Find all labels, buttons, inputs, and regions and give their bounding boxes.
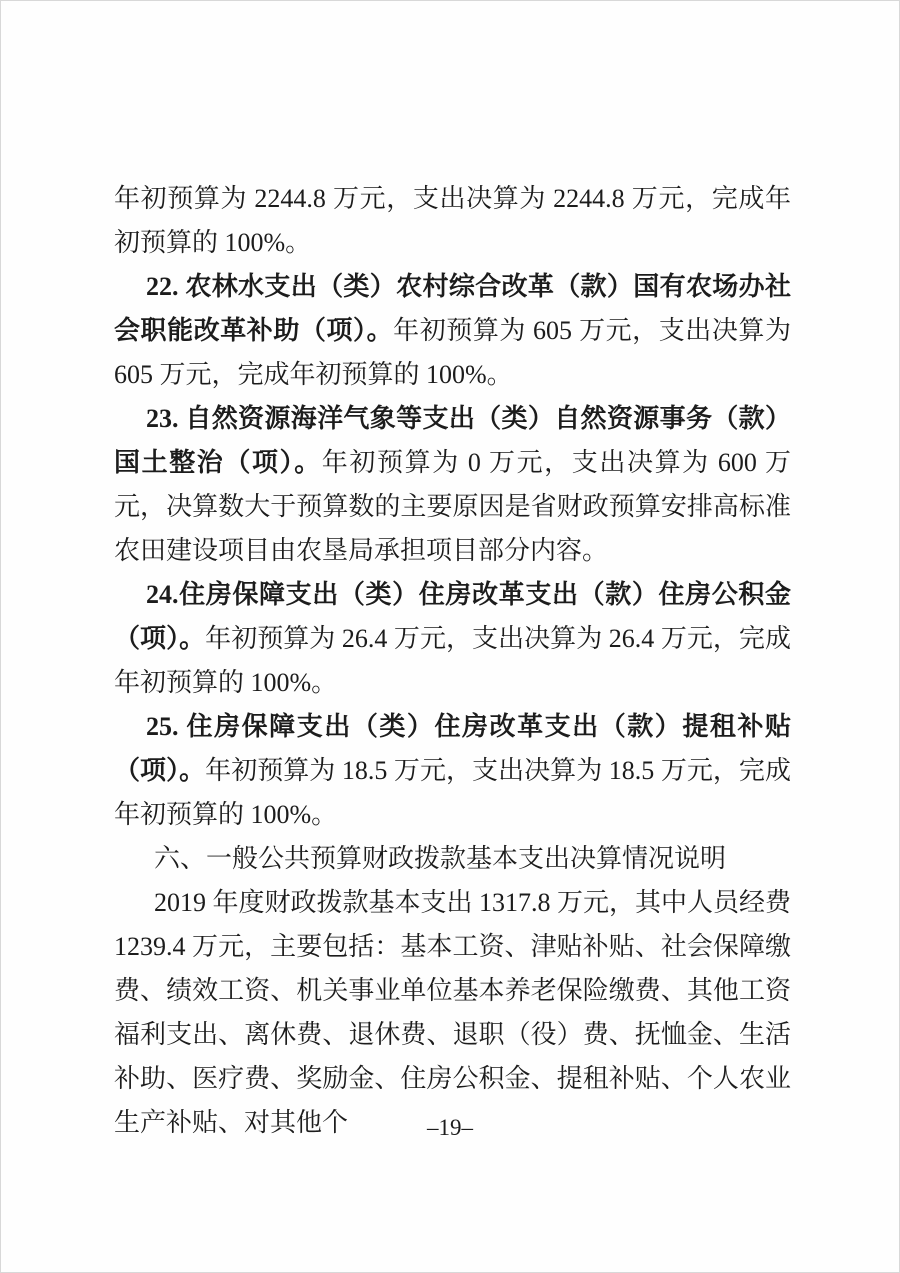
section-paragraph: 2019 年度财政拨款基本支出 1317.8 万元，其中人员经费 1239.4 万元，主要包括：基本工资、津贴补贴、社会保障缴费、绩效工资、机关事业单位基本养老保险缴费、其他工资福利支出、离休费、退休费、退职（役）费、抚恤金、生活补助、医疗费、奖励金、住房公积金、提租补贴、个人农业生产补贴、对其他个 [114,888,792,1137]
paragraph-item-23 [114,397,791,573]
paragraph-body: 年初预算为 26.4 万元，支出决算为 26.4 万元，完成年初预算的 100%。 [114,624,791,697]
document-text-block [114,177,791,1145]
paragraph-item-24 [114,573,791,705]
paragraph-lead: 24.住房保障支出（类）住房改革支出（款）住房公积金（项）。 [114,580,791,653]
section-heading: 六、一般公共预算财政拨款基本支出决算情况说明 [154,844,727,873]
paragraph-item-22 [114,265,791,397]
paragraph-body: 年初预算为 605 万元，支出决算为 605 万元，完成年初预算的 100%。 [114,316,791,389]
paragraph-body: 年初预算为 0 万元，支出决算为 600 万元，决算数大于预算数的主要原因是省财政预算安排高标准农田建设项目由农垦局承担项目部分内容。 [114,448,791,565]
paragraph-body: 年初预算为 2244.8 万元，支出决算为 2244.8 万元，完成年初预算的 100%。 [114,184,791,257]
page-number: –19– [427,1115,473,1140]
paragraph-item-25 [114,705,791,837]
paragraph-body: 年初预算为 18.5 万元，支出决算为 18.5 万元，完成年初预算的 100%。 [114,756,791,829]
paragraph-lead: 22. 农林水支出（类）农村综合改革（款）国有农场办社会职能改革补助（项）。 [114,272,791,345]
paragraph-lead: 23. 自然资源海洋气象等支出（类）自然资源事务（款）国土整治（项）。 [114,404,791,477]
paragraph-lead: 25. 住房保障支出（类）住房改革支出（款）提租补贴（项）。 [114,712,791,785]
paragraph-item-21-continuation [114,177,791,265]
